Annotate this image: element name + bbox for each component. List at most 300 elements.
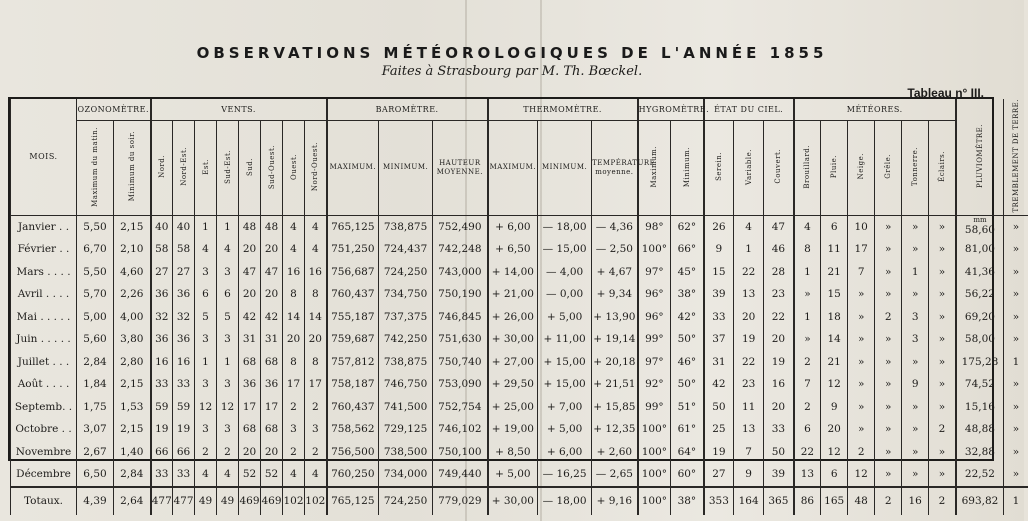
month-label: Totaux. bbox=[11, 487, 77, 515]
cell-grele: » bbox=[875, 261, 902, 284]
cell-vent-s: 47 bbox=[239, 261, 261, 284]
cell-thermo-min: + 15,00 bbox=[538, 373, 592, 396]
cell-tremblement: » bbox=[1004, 283, 1028, 306]
header-barometre: BAROMÈTRE. bbox=[327, 99, 488, 120]
cell-ciel-serein: 39 bbox=[704, 283, 734, 306]
col-pluie: Pluie. bbox=[821, 120, 848, 215]
cell-thermo-moy: — 4,36 bbox=[592, 215, 638, 238]
cell-vent-ne: 66 bbox=[173, 441, 195, 464]
header-ozonometre: OZONOMÈTRE. bbox=[77, 99, 151, 120]
cell-thermo-max: + 21,00 bbox=[488, 283, 538, 306]
cell-thermo-max: + 6,00 bbox=[488, 215, 538, 238]
cell-thermo-max: + 5,00 bbox=[488, 463, 538, 487]
cell-tremblement: » bbox=[1004, 215, 1028, 238]
month-label: Décembre bbox=[11, 463, 77, 487]
header-hygrometre: HYGROMÈTRE. bbox=[638, 99, 704, 120]
cell-tonnerre: 3 bbox=[902, 306, 929, 329]
table-row bbox=[11, 373, 1028, 396]
cell-pluviometre: 175,28 bbox=[956, 351, 1004, 374]
cell-vent-no: 20 bbox=[305, 328, 327, 351]
cell-hygro-min: 42° bbox=[671, 306, 704, 329]
cell-vent-ne: 33 bbox=[173, 463, 195, 487]
cell-vent-e: 6 bbox=[195, 283, 217, 306]
month-label: Janvier . . bbox=[11, 215, 77, 238]
cell-thermo-min: — 0,00 bbox=[538, 283, 592, 306]
cell-grele: 2 bbox=[875, 306, 902, 329]
cell-thermo-moy: — 2,65 bbox=[592, 463, 638, 487]
cell-ciel-serein: 42 bbox=[704, 373, 734, 396]
cell-vent-o: 14 bbox=[283, 306, 305, 329]
table-row bbox=[11, 283, 1028, 306]
cell-vent-s: 20 bbox=[239, 238, 261, 261]
cell-ozone-min: 2,80 bbox=[114, 351, 151, 374]
cell-eclairs: » bbox=[929, 238, 956, 261]
cell-vent-so: 20 bbox=[261, 283, 283, 306]
col-ozone-max: Maximum du matin. bbox=[77, 120, 114, 215]
cell-vent-e: 3 bbox=[195, 328, 217, 351]
observations-table-frame bbox=[8, 97, 1020, 508]
month-label: Mars . . . . bbox=[11, 261, 77, 284]
cell-ozone-min: 2,10 bbox=[114, 238, 151, 261]
cell-ciel-couvert: 46 bbox=[764, 238, 794, 261]
cell-tonnerre: 1 bbox=[902, 261, 929, 284]
cell-baro-max: 756,500 bbox=[327, 441, 379, 464]
cell-baro-moy: 750,740 bbox=[433, 351, 488, 374]
cell-vent-s: 68 bbox=[239, 418, 261, 441]
cell-baro-min: 737,375 bbox=[379, 306, 433, 329]
cell-tonnerre: » bbox=[902, 463, 929, 487]
cell-neige: 7 bbox=[848, 261, 875, 284]
cell-pluie: 9 bbox=[821, 396, 848, 419]
month-label: Novembre bbox=[11, 441, 77, 464]
cell-vent-no: 16 bbox=[305, 261, 327, 284]
header-thermometre: THERMOMÈTRE. bbox=[488, 99, 638, 120]
cell-thermo-min: + 5,00 bbox=[538, 418, 592, 441]
cell-vent-s: 20 bbox=[239, 283, 261, 306]
cell-ciel-variable: 23 bbox=[734, 373, 764, 396]
cell-tremblement: » bbox=[1004, 463, 1028, 487]
cell-vent-n: 36 bbox=[151, 283, 173, 306]
cell-vent-no: 2 bbox=[305, 441, 327, 464]
cell-vent-se: 2 bbox=[217, 441, 239, 464]
cell-baro-max: 758,187 bbox=[327, 373, 379, 396]
cell-pluviometre bbox=[956, 215, 1004, 238]
cell-ciel-variable: 4 bbox=[734, 215, 764, 238]
cell-thermo-min: — 18,00 bbox=[538, 215, 592, 238]
cell-vent-n: 33 bbox=[151, 373, 173, 396]
cell-ciel-variable: 164 bbox=[734, 487, 764, 515]
cell-neige: » bbox=[848, 373, 875, 396]
cell-tonnerre: » bbox=[902, 238, 929, 261]
cell-vent-so: 469 bbox=[261, 487, 283, 515]
cell-eclairs: » bbox=[929, 328, 956, 351]
cell-brouillard: 2 bbox=[794, 396, 821, 419]
cell-vent-o: 3 bbox=[283, 418, 305, 441]
cell-vent-o: 4 bbox=[283, 463, 305, 487]
cell-vent-o: 8 bbox=[283, 283, 305, 306]
cell-ciel-serein: 9 bbox=[704, 238, 734, 261]
cell-pluviometre: 58,00 bbox=[956, 328, 1004, 351]
cell-thermo-moy: + 20,18 bbox=[592, 351, 638, 374]
table-number: Tableau n° III. bbox=[907, 86, 984, 100]
col-tonnerre: Tonnerre. bbox=[902, 120, 929, 215]
cell-thermo-max: + 27,00 bbox=[488, 351, 538, 374]
cell-eclairs: » bbox=[929, 463, 956, 487]
table-row bbox=[11, 261, 1028, 284]
cell-vent-n: 16 bbox=[151, 351, 173, 374]
cell-vent-se: 3 bbox=[217, 261, 239, 284]
cell-grele: » bbox=[875, 396, 902, 419]
cell-thermo-moy: + 15,85 bbox=[592, 396, 638, 419]
cell-neige: » bbox=[848, 396, 875, 419]
cell-eclairs: » bbox=[929, 441, 956, 464]
cell-vent-no: 102 bbox=[305, 487, 327, 515]
cell-vent-e: 3 bbox=[195, 261, 217, 284]
cell-vent-no: 4 bbox=[305, 215, 327, 238]
column-header-row bbox=[11, 120, 1028, 215]
cell-thermo-min: — 16,25 bbox=[538, 463, 592, 487]
cell-hygro-min: 46° bbox=[671, 351, 704, 374]
cell-baro-max: 765,125 bbox=[327, 215, 379, 238]
cell-baro-min: 742,250 bbox=[379, 328, 433, 351]
month-label: Juillet . . . bbox=[11, 351, 77, 374]
cell-ozone-max: 4,39 bbox=[77, 487, 114, 515]
cell-hygro-min: 62° bbox=[671, 215, 704, 238]
document-subtitle: Faites à Strasbourg par M. Th. Bœckel. bbox=[381, 64, 643, 79]
cell-eclairs: 2 bbox=[929, 418, 956, 441]
cell-grele: » bbox=[875, 351, 902, 374]
cell-vent-no: 17 bbox=[305, 373, 327, 396]
cell-pluie: 12 bbox=[821, 441, 848, 464]
col-ciel-serein: Serein. bbox=[704, 120, 734, 215]
cell-pluie: 20 bbox=[821, 418, 848, 441]
cell-vent-n: 36 bbox=[151, 328, 173, 351]
cell-vent-s: 68 bbox=[239, 351, 261, 374]
cell-hygro-min: 50° bbox=[671, 328, 704, 351]
cell-thermo-min: — 4,00 bbox=[538, 261, 592, 284]
cell-vent-no: 8 bbox=[305, 283, 327, 306]
cell-thermo-moy: + 2,60 bbox=[592, 441, 638, 464]
cell-hygro-max: 100° bbox=[638, 238, 671, 261]
document-title: OBSERVATIONS MÉTÉOROLOGIQUES DE L'ANNÉE 1855 bbox=[196, 44, 828, 62]
cell-thermo-moy: + 21,51 bbox=[592, 373, 638, 396]
cell-hygro-min: 38° bbox=[671, 487, 704, 515]
cell-tremblement: » bbox=[1004, 306, 1028, 329]
cell-vent-s: 36 bbox=[239, 373, 261, 396]
cell-brouillard: 2 bbox=[794, 351, 821, 374]
cell-vent-so: 20 bbox=[261, 441, 283, 464]
cell-ciel-variable: 22 bbox=[734, 261, 764, 284]
pluvio-value: 58,60 bbox=[964, 223, 995, 236]
cell-grele: » bbox=[875, 373, 902, 396]
cell-ozone-max: 6,70 bbox=[77, 238, 114, 261]
cell-pluviometre: 81,00 bbox=[956, 238, 1004, 261]
cell-thermo-min: + 6,00 bbox=[538, 441, 592, 464]
cell-vent-se: 6 bbox=[217, 283, 239, 306]
cell-vent-ne: 36 bbox=[173, 328, 195, 351]
cell-thermo-max: + 14,00 bbox=[488, 261, 538, 284]
cell-baro-moy: 746,845 bbox=[433, 306, 488, 329]
cell-hygro-min: 64° bbox=[671, 441, 704, 464]
cell-thermo-max: + 30,00 bbox=[488, 328, 538, 351]
cell-ciel-serein: 15 bbox=[704, 261, 734, 284]
cell-thermo-moy: + 13,90 bbox=[592, 306, 638, 329]
col-hygro-max: Maximum. bbox=[638, 120, 671, 215]
cell-vent-ne: 477 bbox=[173, 487, 195, 515]
cell-pluie: 12 bbox=[821, 373, 848, 396]
cell-vent-ne: 58 bbox=[173, 238, 195, 261]
cell-vent-o: 8 bbox=[283, 351, 305, 374]
cell-baro-moy: 749,440 bbox=[433, 463, 488, 487]
cell-grele: » bbox=[875, 441, 902, 464]
cell-baro-max: 760,437 bbox=[327, 396, 379, 419]
cell-ozone-max: 6,50 bbox=[77, 463, 114, 487]
cell-tremblement: 1 bbox=[1004, 487, 1028, 515]
cell-ciel-serein: 26 bbox=[704, 215, 734, 238]
cell-ozone-max: 1,84 bbox=[77, 373, 114, 396]
cell-baro-min: 746,750 bbox=[379, 373, 433, 396]
cell-ciel-variable: 13 bbox=[734, 418, 764, 441]
cell-vent-s: 48 bbox=[239, 215, 261, 238]
cell-pluie: 165 bbox=[821, 487, 848, 515]
cell-baro-max: 756,687 bbox=[327, 261, 379, 284]
cell-pluie: 15 bbox=[821, 283, 848, 306]
cell-baro-min: 738,875 bbox=[379, 215, 433, 238]
cell-ciel-serein: 37 bbox=[704, 328, 734, 351]
cell-hygro-min: 66° bbox=[671, 238, 704, 261]
cell-ozone-max: 5,60 bbox=[77, 328, 114, 351]
cell-vent-se: 12 bbox=[217, 396, 239, 419]
cell-vent-n: 59 bbox=[151, 396, 173, 419]
cell-brouillard: 1 bbox=[794, 306, 821, 329]
cell-vent-s: 31 bbox=[239, 328, 261, 351]
col-baro-min: MINIMUM. bbox=[379, 120, 433, 215]
cell-baro-min: 734,750 bbox=[379, 283, 433, 306]
cell-ciel-couvert: 16 bbox=[764, 373, 794, 396]
cell-vent-n: 19 bbox=[151, 418, 173, 441]
col-vent-s: Sud. bbox=[239, 120, 261, 215]
cell-pluviometre: 32,88 bbox=[956, 441, 1004, 464]
cell-baro-min: 734,000 bbox=[379, 463, 433, 487]
cell-ozone-min: 2,26 bbox=[114, 283, 151, 306]
cell-ozone-max: 3,07 bbox=[77, 418, 114, 441]
cell-neige: 10 bbox=[848, 215, 875, 238]
cell-eclairs: 2 bbox=[929, 487, 956, 515]
table-row bbox=[11, 396, 1028, 419]
cell-vent-no: 14 bbox=[305, 306, 327, 329]
col-hygro-min: Minimum. bbox=[671, 120, 704, 215]
table-row bbox=[11, 238, 1028, 261]
cell-vent-n: 58 bbox=[151, 238, 173, 261]
cell-vent-ne: 59 bbox=[173, 396, 195, 419]
cell-baro-min: 724,250 bbox=[379, 487, 433, 515]
cell-vent-e: 3 bbox=[195, 373, 217, 396]
cell-ciel-couvert: 20 bbox=[764, 396, 794, 419]
cell-hygro-min: 38° bbox=[671, 283, 704, 306]
cell-vent-e: 1 bbox=[195, 215, 217, 238]
cell-thermo-moy: — 2,50 bbox=[592, 238, 638, 261]
cell-pluviometre: 48,88 bbox=[956, 418, 1004, 441]
cell-vent-se: 3 bbox=[217, 418, 239, 441]
cell-ozone-min: 2,15 bbox=[114, 373, 151, 396]
cell-thermo-max: + 29,50 bbox=[488, 373, 538, 396]
cell-ciel-couvert: 47 bbox=[764, 215, 794, 238]
observations-table bbox=[10, 99, 1028, 515]
cell-hygro-min: 51° bbox=[671, 396, 704, 419]
cell-thermo-moy: + 12,35 bbox=[592, 418, 638, 441]
col-ciel-variable: Variable. bbox=[734, 120, 764, 215]
cell-grele: » bbox=[875, 418, 902, 441]
table-row bbox=[11, 351, 1028, 374]
cell-ozone-max: 2,84 bbox=[77, 351, 114, 374]
cell-brouillard: 1 bbox=[794, 261, 821, 284]
cell-ozone-max: 5,00 bbox=[77, 306, 114, 329]
cell-vent-se: 5 bbox=[217, 306, 239, 329]
cell-ozone-min: 1,53 bbox=[114, 396, 151, 419]
cell-pluie: 11 bbox=[821, 238, 848, 261]
cell-hygro-min: 60° bbox=[671, 463, 704, 487]
cell-brouillard: 4 bbox=[794, 215, 821, 238]
cell-hygro-max: 100° bbox=[638, 441, 671, 464]
month-label: Mai . . . . . bbox=[11, 306, 77, 329]
cell-thermo-min: + 11,00 bbox=[538, 328, 592, 351]
month-label: Février . . bbox=[11, 238, 77, 261]
cell-vent-e: 4 bbox=[195, 463, 217, 487]
cell-pluviometre: 69,20 bbox=[956, 306, 1004, 329]
cell-eclairs: » bbox=[929, 351, 956, 374]
cell-baro-min: 738,875 bbox=[379, 351, 433, 374]
header-vents: VENTS. bbox=[151, 99, 327, 120]
col-eclairs: Éclairs. bbox=[929, 120, 956, 215]
cell-vent-so: 42 bbox=[261, 306, 283, 329]
cell-vent-e: 5 bbox=[195, 306, 217, 329]
cell-tonnerre: » bbox=[902, 283, 929, 306]
cell-ciel-couvert: 23 bbox=[764, 283, 794, 306]
month-label: Juin . . . . . bbox=[11, 328, 77, 351]
cell-ciel-couvert: 22 bbox=[764, 306, 794, 329]
cell-thermo-moy: + 4,67 bbox=[592, 261, 638, 284]
cell-grele: » bbox=[875, 215, 902, 238]
cell-ozone-min: 4,00 bbox=[114, 306, 151, 329]
cell-tremblement: » bbox=[1004, 396, 1028, 419]
cell-pluviometre: 693,82 bbox=[956, 487, 1004, 515]
col-neige: Neige. bbox=[848, 120, 875, 215]
cell-ciel-couvert: 20 bbox=[764, 328, 794, 351]
cell-vent-e: 4 bbox=[195, 238, 217, 261]
cell-ciel-couvert: 50 bbox=[764, 441, 794, 464]
cell-pluviometre: 56,22 bbox=[956, 283, 1004, 306]
cell-vent-ne: 40 bbox=[173, 215, 195, 238]
col-vent-n: Nord. bbox=[151, 120, 173, 215]
col-baro-max: MAXIMUM. bbox=[327, 120, 379, 215]
cell-ciel-variable: 13 bbox=[734, 283, 764, 306]
cell-tremblement: » bbox=[1004, 373, 1028, 396]
cell-ciel-variable: 1 bbox=[734, 238, 764, 261]
cell-baro-max: 765,125 bbox=[327, 487, 379, 515]
cell-vent-se: 3 bbox=[217, 328, 239, 351]
cell-vent-e: 1 bbox=[195, 351, 217, 374]
cell-ciel-variable: 9 bbox=[734, 463, 764, 487]
col-grele: Grêle. bbox=[875, 120, 902, 215]
month-label: Août . . . . bbox=[11, 373, 77, 396]
cell-pluie: 21 bbox=[821, 261, 848, 284]
cell-hygro-max: 99° bbox=[638, 396, 671, 419]
cell-hygro-min: 61° bbox=[671, 418, 704, 441]
cell-pluviometre: 15,16 bbox=[956, 396, 1004, 419]
cell-hygro-max: 96° bbox=[638, 306, 671, 329]
cell-tonnerre: 9 bbox=[902, 373, 929, 396]
cell-ozone-min: 4,60 bbox=[114, 261, 151, 284]
header-pluviometre: PLUVIOMÈTRE. bbox=[956, 99, 1004, 215]
cell-brouillard: 22 bbox=[794, 441, 821, 464]
cell-hygro-max: 96° bbox=[638, 283, 671, 306]
cell-brouillard: 8 bbox=[794, 238, 821, 261]
cell-neige: » bbox=[848, 418, 875, 441]
cell-ozone-max: 2,67 bbox=[77, 441, 114, 464]
cell-hygro-min: 50° bbox=[671, 373, 704, 396]
cell-baro-moy: 751,630 bbox=[433, 328, 488, 351]
cell-baro-moy: 750,100 bbox=[433, 441, 488, 464]
col-thermo-max: MAXIMUM. bbox=[488, 120, 538, 215]
cell-eclairs: » bbox=[929, 306, 956, 329]
cell-vent-o: 4 bbox=[283, 215, 305, 238]
cell-baro-max: 757,812 bbox=[327, 351, 379, 374]
cell-baro-moy: 750,190 bbox=[433, 283, 488, 306]
cell-tonnerre: 3 bbox=[902, 328, 929, 351]
cell-vent-n: 66 bbox=[151, 441, 173, 464]
cell-vent-o: 20 bbox=[283, 328, 305, 351]
totals-row bbox=[11, 487, 1028, 515]
cell-pluviometre: 41,36 bbox=[956, 261, 1004, 284]
cell-vent-se: 3 bbox=[217, 373, 239, 396]
header-etat-ciel: ÉTAT DU CIEL. bbox=[704, 99, 794, 120]
cell-thermo-max: + 19,00 bbox=[488, 418, 538, 441]
cell-neige: 17 bbox=[848, 238, 875, 261]
cell-ozone-min: 2,15 bbox=[114, 418, 151, 441]
cell-ozone-min: 3,80 bbox=[114, 328, 151, 351]
cell-vent-se: 1 bbox=[217, 215, 239, 238]
cell-thermo-min: + 5,00 bbox=[538, 306, 592, 329]
cell-hygro-min: 45° bbox=[671, 261, 704, 284]
col-thermo-moy: TEMPÉRATURE moyenne. bbox=[592, 120, 638, 215]
cell-eclairs: » bbox=[929, 373, 956, 396]
cell-ciel-serein: 19 bbox=[704, 441, 734, 464]
cell-pluie: 6 bbox=[821, 215, 848, 238]
cell-baro-moy: 752,754 bbox=[433, 396, 488, 419]
cell-baro-max: 760,437 bbox=[327, 283, 379, 306]
cell-ciel-serein: 50 bbox=[704, 396, 734, 419]
cell-vent-ne: 32 bbox=[173, 306, 195, 329]
cell-grele: » bbox=[875, 328, 902, 351]
table-row bbox=[11, 328, 1028, 351]
cell-neige: » bbox=[848, 351, 875, 374]
cell-vent-s: 52 bbox=[239, 463, 261, 487]
cell-neige: 2 bbox=[848, 441, 875, 464]
cell-eclairs: » bbox=[929, 283, 956, 306]
col-vent-no: Nord-Ouest. bbox=[305, 120, 327, 215]
cell-baro-min: 724,250 bbox=[379, 261, 433, 284]
cell-vent-ne: 33 bbox=[173, 373, 195, 396]
cell-baro-moy: 742,248 bbox=[433, 238, 488, 261]
cell-ciel-couvert: 365 bbox=[764, 487, 794, 515]
cell-ciel-serein: 33 bbox=[704, 306, 734, 329]
cell-baro-moy: 746,102 bbox=[433, 418, 488, 441]
cell-baro-min: 724,437 bbox=[379, 238, 433, 261]
table-row bbox=[11, 215, 1028, 238]
col-vent-se: Sud-Est. bbox=[217, 120, 239, 215]
cell-brouillard: » bbox=[794, 283, 821, 306]
cell-ozone-min: 2,84 bbox=[114, 463, 151, 487]
